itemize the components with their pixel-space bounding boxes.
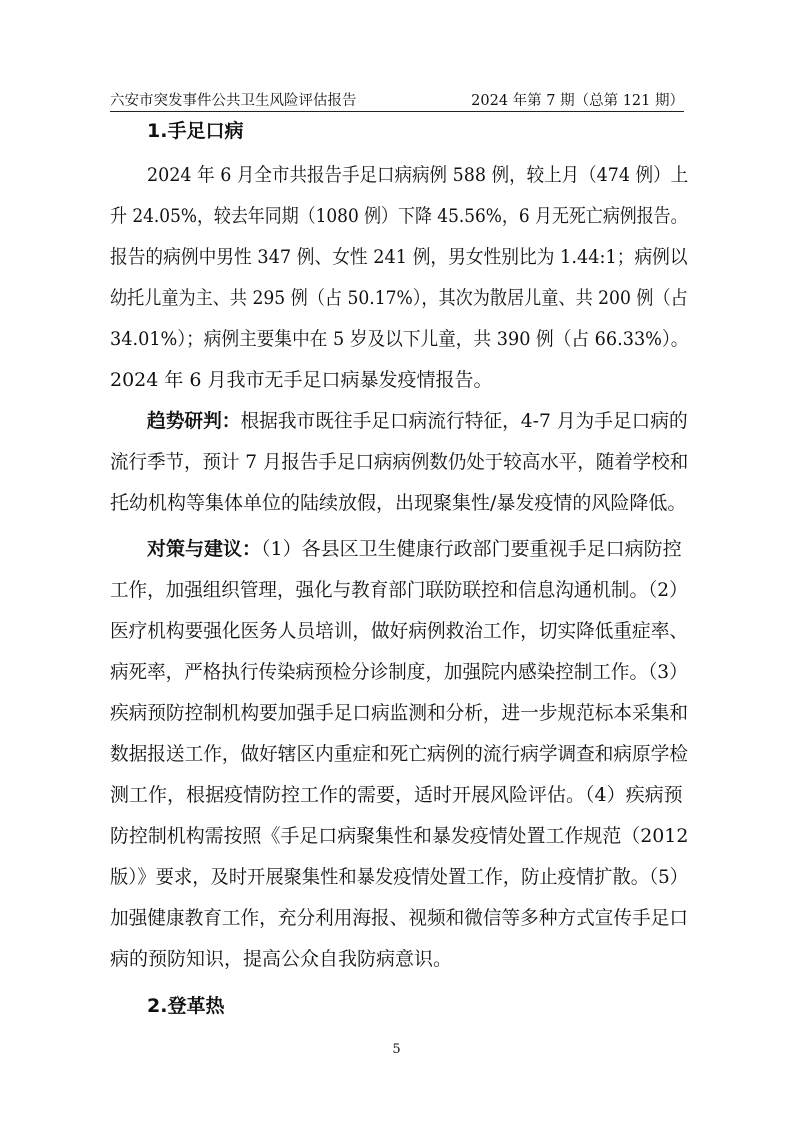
header-report-title: 六安市突发事件公共卫生风险评估报告 <box>110 93 357 109</box>
section-title-dengue: 2.登革热 <box>147 995 225 1017</box>
paragraph-line: 幼托儿童为主、共 295 例（占 50.17%），其次为散居儿童、共 200 例（占 <box>110 287 688 309</box>
paragraph-line: 加强健康教育工作，充分利用海报、视频和微信等多种方式宣传手足口 <box>110 907 689 929</box>
header-issue-number: 2024 年第 7 期（总第 121 期） <box>471 93 684 109</box>
trend-text: 根据我市既往手足口病流行特征，4-7 月为手足口病的 <box>240 410 688 432</box>
paragraph-line: 测工作，根据疫情防控工作的需要，适时开展风险评估。（4）疾病预 <box>110 784 683 806</box>
paragraph-line: 工作，加强组织管理，强化与教育部门联防联控和信息沟通机制。（2） <box>110 579 688 601</box>
trend-label: 趋势研判： <box>147 410 241 432</box>
paragraph-line: 34.01%）；病例主要集中在 5 岁及以下儿童，共 390 例（占 66.33%）。 <box>110 328 689 350</box>
paragraph-line: 医疗机构要强化医务人员培训，做好病例救治工作，切实降低重症率、 <box>110 620 689 642</box>
section-title-hfmd: 1.手足口病 <box>147 120 244 142</box>
paragraph-line: 病死率，严格执行传染病预检分诊制度，加强院内感染控制工作。（3） <box>110 661 688 683</box>
measures-text: （1）各县区卫生健康行政部门要重视手足口病防控 <box>261 538 682 560</box>
measures-label: 对策与建议： <box>147 538 262 560</box>
paragraph-line: 数据报送工作，做好辖区内重症和死亡病例的流行病学调查和病原学检 <box>110 743 689 765</box>
page-number: 5 <box>392 1042 401 1057</box>
paragraph-line: 报告的病例中男性 347 例、女性 241 例，男女性别比为 1.44:1；病例以 <box>110 246 688 268</box>
paragraph-line: 版）》要求，及时开展聚集性和暴发疫情处置工作，防止疫情扩散。（5） <box>110 866 689 888</box>
running-header <box>110 88 684 110</box>
paragraph-line: 疾病预防控制机构要加强手足口病监测和分析，进一步规范标本采集和 <box>110 702 689 724</box>
paragraph-line: 2024 年 6 月我市无手足口病暴发疫情报告。 <box>110 369 493 391</box>
paragraph-line: 病的预防知识，提高公众自我防病意识。 <box>110 948 453 970</box>
paragraph-line: 升 24.05%，较去年同期（1080 例）下降 45.56%，6 月无死亡病例报告。 <box>110 205 688 227</box>
paragraph-line: 2024 年 6 月全市共报告手足口病病例 588 例，较上月（474 例）上 <box>147 164 689 186</box>
paragraph-line: 托幼机构等集体单位的陆续放假，出现聚集性/暴发疫情的风险降低。 <box>110 492 687 514</box>
paragraph-line: 防控制机构需按照《手足口病聚集性和暴发疫情处置工作规范（2012 <box>110 825 689 847</box>
trend-paragraph-line <box>147 409 688 433</box>
paragraph-line: 流行季节，预计 7 月报告手足口病病例数仍处于较高水平，随着学校和 <box>110 451 689 473</box>
measures-paragraph-line <box>147 537 682 561</box>
header-divider <box>110 111 684 112</box>
